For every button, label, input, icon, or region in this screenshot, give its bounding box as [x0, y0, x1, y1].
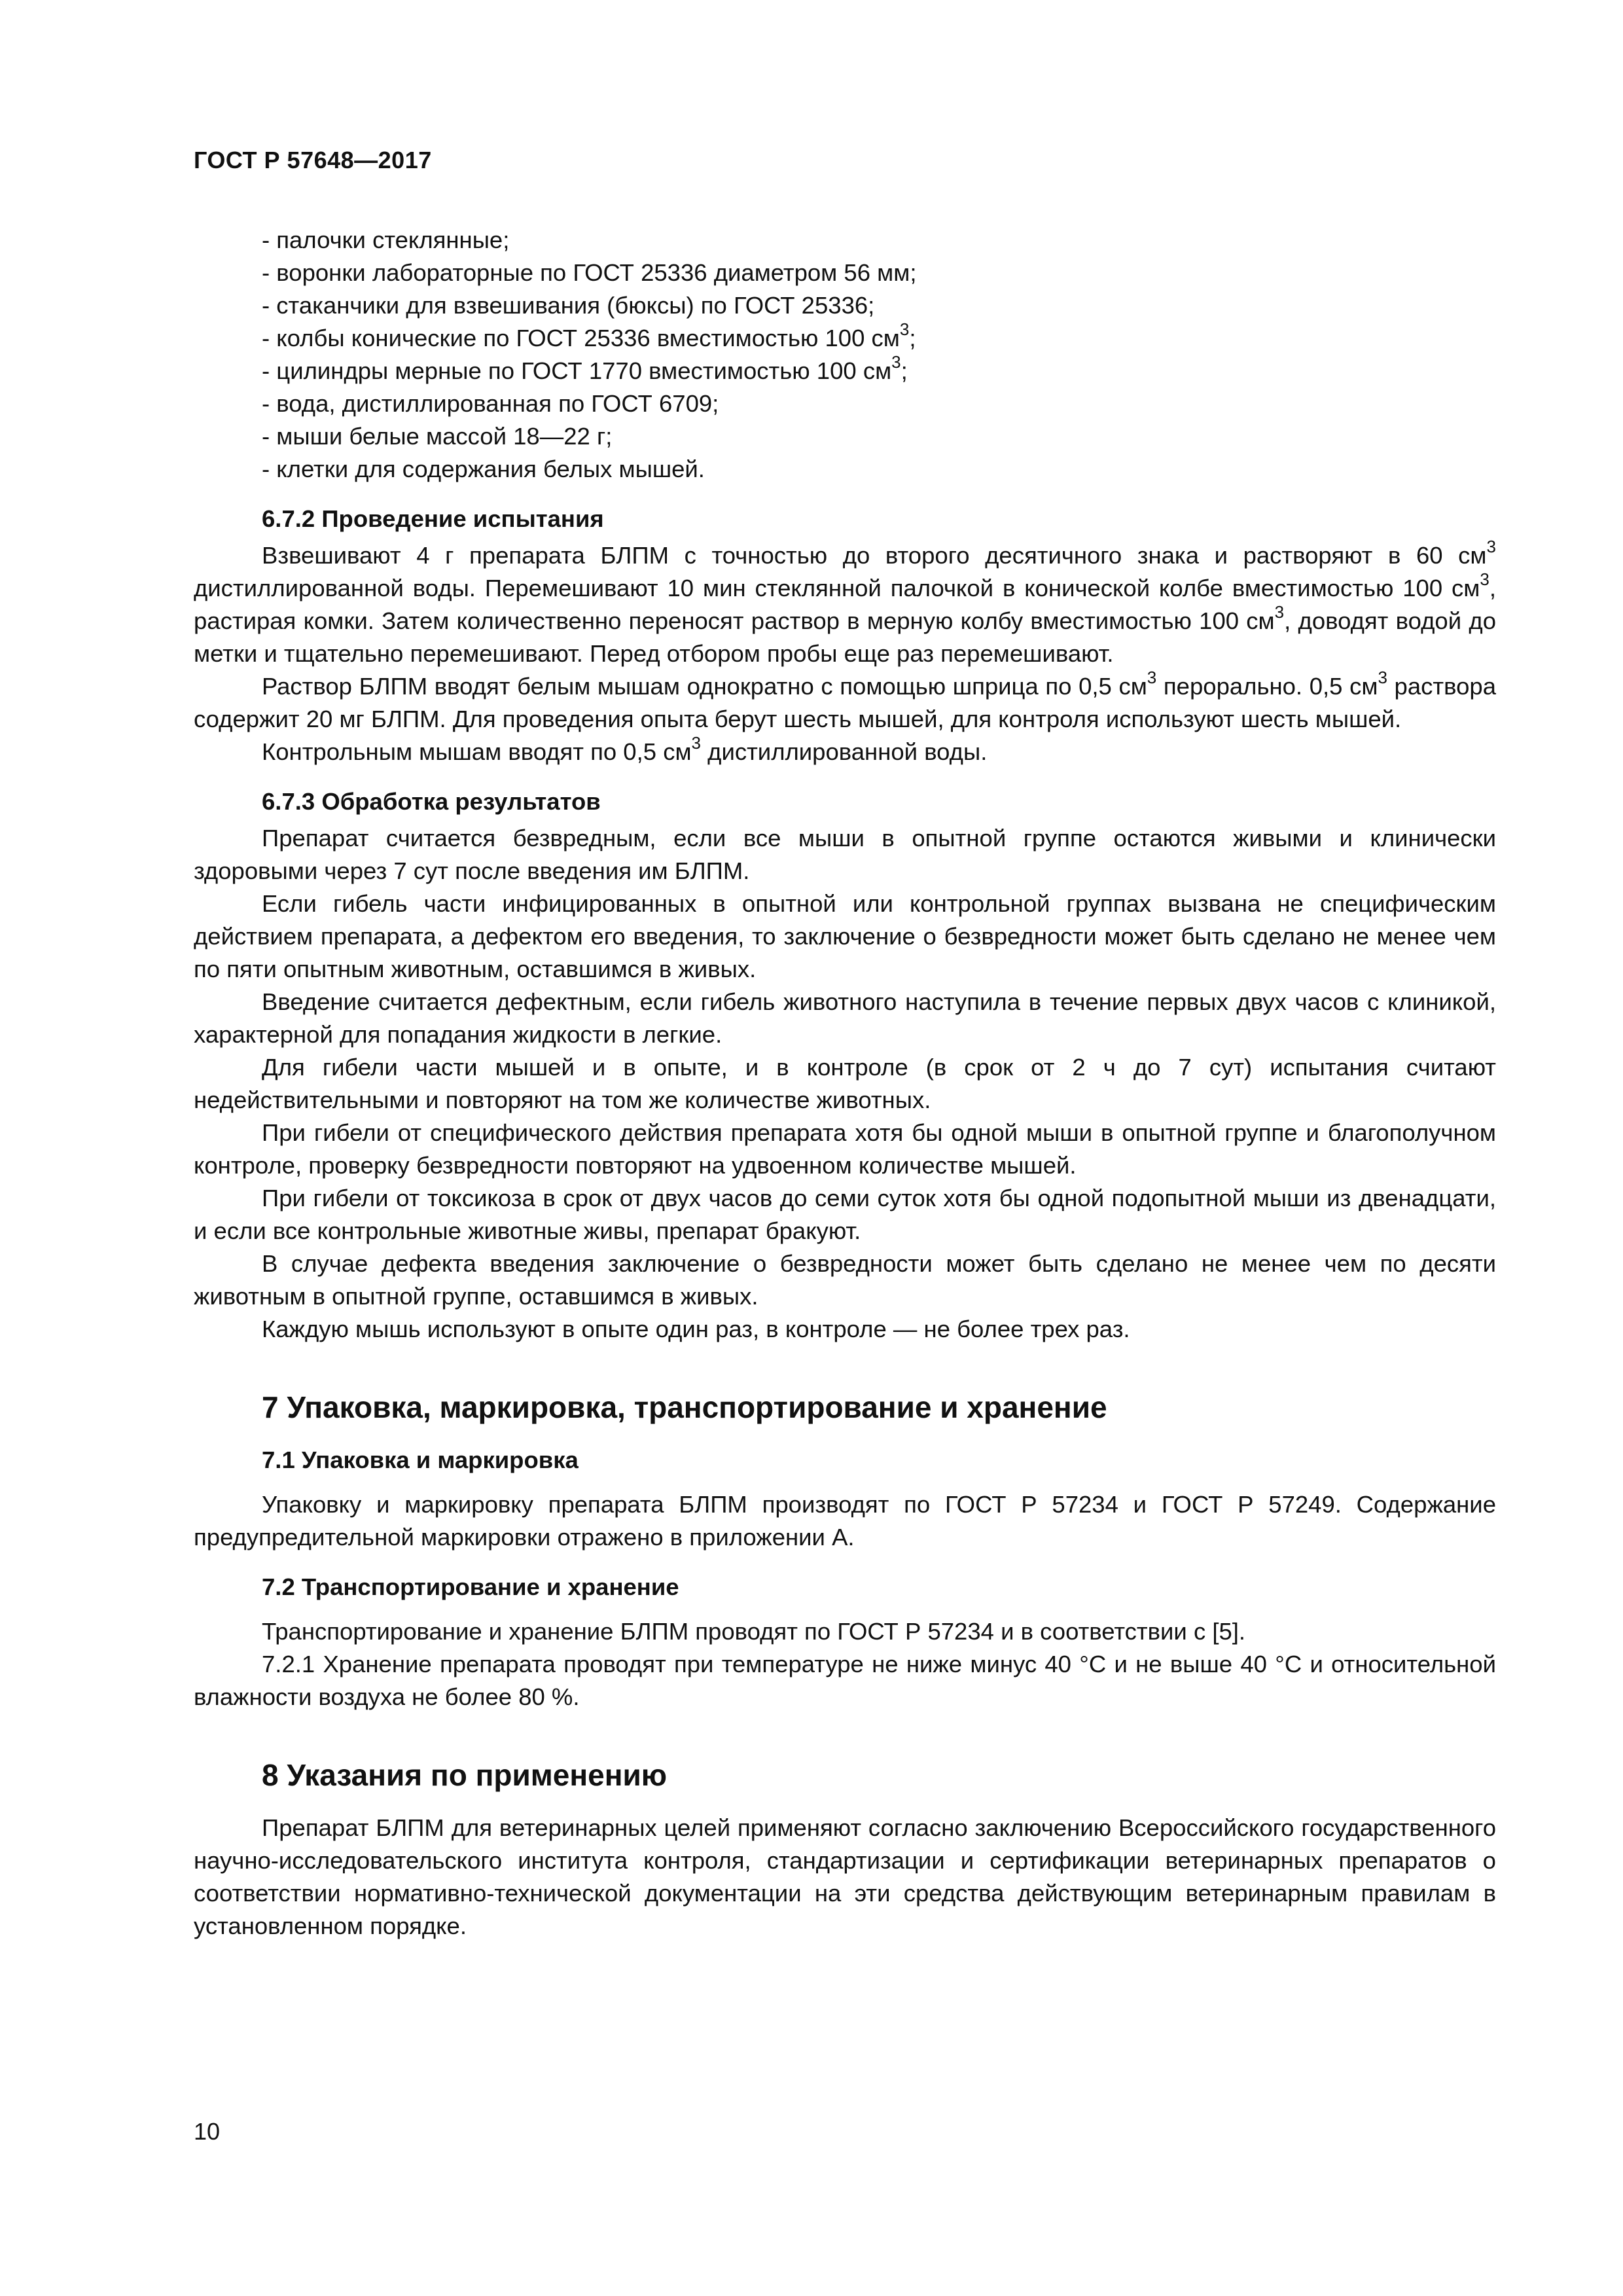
list-item: - стаканчики для взвешивания (бюксы) по ГОСТ 25336; — [262, 292, 875, 319]
paragraph: Введение считается дефектным, если гибель животного наступила в течение первых двух часов с клиникой, характерной для попадания жидкости в легкие. — [194, 988, 1496, 1048]
page-number: 10 — [194, 2118, 221, 2145]
section-heading-6-7-2: 6.7.2 Проведение испытания — [262, 505, 604, 532]
list-item: - колбы конические по ГОСТ 25336 вместимостью 100 $см^3$; — [262, 319, 916, 351]
paragraph: 7.2.1 Хранение препарата проводят при температуре не ниже минус 40 °С и не выше 40 °С и относительной влажности воздуха не более 80 %. — [194, 1651, 1496, 1710]
section-heading-6-7-3: 6.7.3 Обработка результатов — [262, 788, 601, 815]
list-item: - палочки стеклянные; — [262, 226, 510, 253]
section-heading-7-2: 7.2 Транспортирование и хранение — [262, 1573, 679, 1600]
paragraph: При гибели от специфического действия препарата хотя бы одной мыши в опытной группе и благополучном контроле, проверку безвредности повторяют на удвоенном количестве мышей. — [194, 1119, 1496, 1179]
list-item: - воронки лабораторные по ГОСТ 25336 диаметром 56 мм; — [262, 259, 917, 286]
section-heading-8: 8 Указания по применению — [262, 1758, 668, 1792]
paragraph: Раствор БЛПМ вводят белым мышам однократно с помощью шприца по 0,5 $см^3$ перорально. 0,5 $см^3$ раствора содержит 20 мг БЛПМ. Для проведения опыта берут шесть мышей, для контроля используют шесть мышей. — [194, 667, 1496, 732]
paragraph: Взвешивают 4 г препарата БЛПМ с точностью до второго десятичного знака и растворяют в 60 $см^3$ дистиллированной воды. Перемешивают 10 мин стеклянной палочкой в конической колбе вместимостью 100 $см^3$, растирая комки. Затем количественно переносят раствор в мерную колбу вместимостью 100 $см^3$, доводят водой до метки и тщательно перемешивают. Перед отбором пробы еще раз перемешивают. — [194, 536, 1496, 667]
paragraph: При гибели от токсикоза в срок от двух часов до семи суток хотя бы одной подопытной мыши из двенадцати, и если все контрольные животные живы, препарат бракуют. — [194, 1185, 1496, 1244]
paragraph: Для гибели части мышей и в опыте, и в контроле (в срок от 2 ч до 7 сут) испытания считают недействительными и повторяют на том же количестве животных. — [194, 1054, 1496, 1113]
paragraph: Препарат БЛПМ для ветеринарных целей применяют согласно заключению Всероссийского государственного научно-исследовательского института контроля, стандартизации и сертификации ветеринарных препаратов о соответствии нормативно-технической документации на эти средства действующим ветеринарным правилам в установленном порядке. — [194, 1814, 1496, 1939]
document-code-header: ГОСТ Р 57648—2017 — [194, 147, 432, 173]
list-item: - вода, дистиллированная по ГОСТ 6709; — [262, 390, 719, 417]
section-heading-7: 7 Упаковка, маркировка, транспортирование и хранение — [262, 1390, 1107, 1424]
paragraph: Препарат считается безвредным, если все мыши в опытной группе остаются живыми и клинически здоровыми через 7 сут после введения им БЛПМ. — [194, 825, 1496, 884]
page-content — [194, 224, 1496, 1943]
paragraph: Если гибель части инфицированных в опытной или контрольной группах вызвана не специфическим действием препарата, а дефектом его введения, то заключение о безвредности может быть сделано не менее чем по пяти опытным животным, оставшимся в живых. — [194, 890, 1496, 982]
paragraph: Транспортирование и хранение БЛПМ проводят по ГОСТ Р 57234 и в соответствии с [5]. — [262, 1618, 1246, 1645]
paragraph: Упаковку и маркировку препарата БЛПМ производят по ГОСТ Р 57234 и ГОСТ Р 57249. Содержание предупредительной маркировки отражено в приложении А. — [194, 1491, 1496, 1551]
list-item: - мыши белые массой 18—22 г; — [262, 423, 613, 450]
section-heading-7-1: 7.1 Упаковка и маркировка — [262, 1446, 579, 1473]
paragraph: Каждую мышь используют в опыте один раз, в контроле — не более трех раз. — [262, 1316, 1130, 1342]
list-item: - цилиндры мерные по ГОСТ 1770 вместимостью 100 $см^3$; — [262, 351, 908, 384]
paragraph: Контрольным мышам вводят по 0,5 $см^3$ дистиллированной воды. — [262, 732, 988, 765]
equipment-list — [194, 224, 1496, 486]
paragraph: В случае дефекта введения заключение о безвредности может быть сделано не менее чем по десяти животным в опытной группе, оставшимся в живых. — [194, 1250, 1496, 1310]
list-item: - клетки для содержания белых мышей. — [262, 456, 705, 482]
